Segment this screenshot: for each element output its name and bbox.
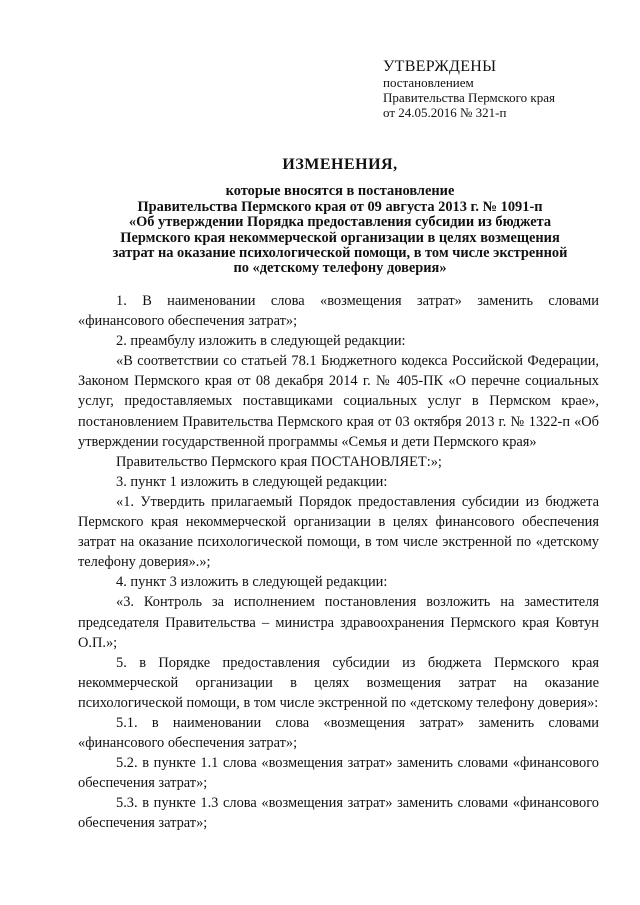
approval-line: Правительства Пермского края — [383, 90, 555, 105]
paragraph-4: 4. пункт 3 изложить в следующей редакции: — [116, 574, 388, 591]
approval-heading: УТВЕРЖДЕНЫ — [383, 58, 497, 75]
document-title — [60, 157, 620, 277]
paragraph-3-text: «1. Утвердить прилагаемый Порядок предоставления субсидии из бюджета Пермского края некоммерческой организации в целях финансового обеспечения затрат на оказание психологической помощи, в том числе экстренной по «детскому телефону доверия».»; — [78, 493, 599, 571]
title-line: которые вносятся в постановление — [225, 183, 455, 200]
paragraph-2: 2. преамбулу изложить в следующей редакции: — [116, 333, 406, 350]
paragraph-5-1: 5.1. в наименовании слова «возмещения затрат» заменить словами «финансового обеспечения затрат»; — [78, 714, 599, 752]
document-body — [78, 291, 599, 834]
title-line: «Об утверждении Порядка предоставления субсидии из бюджета — [128, 214, 552, 231]
paragraph-5-3: 5.3. в пункте 1.3 слова «возмещения затрат» заменить словами «финансового обеспечения затрат»; — [78, 795, 599, 832]
title-line: Правительства Пермского края от 09 августа 2013 г. № 1091-п — [137, 198, 543, 215]
paragraph-5: 5. в Порядке предоставления субсидии из бюджета Пермского края некоммерческой организации в целях возмещения затрат на оказание психологической помощи, в том числе экстренной по «детскому телефону доверия»: — [78, 654, 599, 711]
approval-line: постановлением — [383, 75, 474, 90]
approval-stamp — [383, 58, 555, 120]
title-main: ИЗМЕНЕНИЯ, — [282, 156, 398, 173]
title-line: по «детскому телефону доверия» — [233, 260, 447, 277]
paragraph-3: 3. пункт 1 изложить в следующей редакции: — [116, 473, 388, 490]
paragraph-postanovlyaet: Правительство Пермского края ПОСТАНОВЛЯЕТ:»; — [116, 453, 442, 470]
paragraph-4-text: «3. Контроль за исполнением постановления возложить на заместителя председателя Правительства – министра здравоохранения Пермского края Ковтун О.П.»; — [78, 594, 599, 651]
paragraph-1: 1. В наименовании слова «возмещения затрат» заменить словами «финансового обеспечения затрат»; — [78, 293, 599, 330]
title-line: Пермского края некоммерческой организации в целях возмещения — [120, 229, 560, 246]
paragraph-preamble: «В соответствии со статьей 78.1 Бюджетного кодекса Российской Федерации, Законом Пермского края от 08 декабря 2014 г. № 405-ПК «О перечне социальных услуг, предоставляемых поставщиками социальных услуг в Пермском крае», постановлением Правительства Пермского края от 03 октября 2013 г. № 1322-п «Об утверждении государственной программы «Семья и дети Пермского края» — [78, 353, 599, 450]
paragraph-5-2: 5.2. в пункте 1.1 слова «возмещения затрат» заменить словами «финансового обеспечения затрат»; — [78, 755, 599, 792]
approval-line: от 24.05.2016 № 321-п — [383, 105, 507, 120]
title-line: затрат на оказание психологической помощи, в том числе экстренной — [112, 245, 568, 262]
